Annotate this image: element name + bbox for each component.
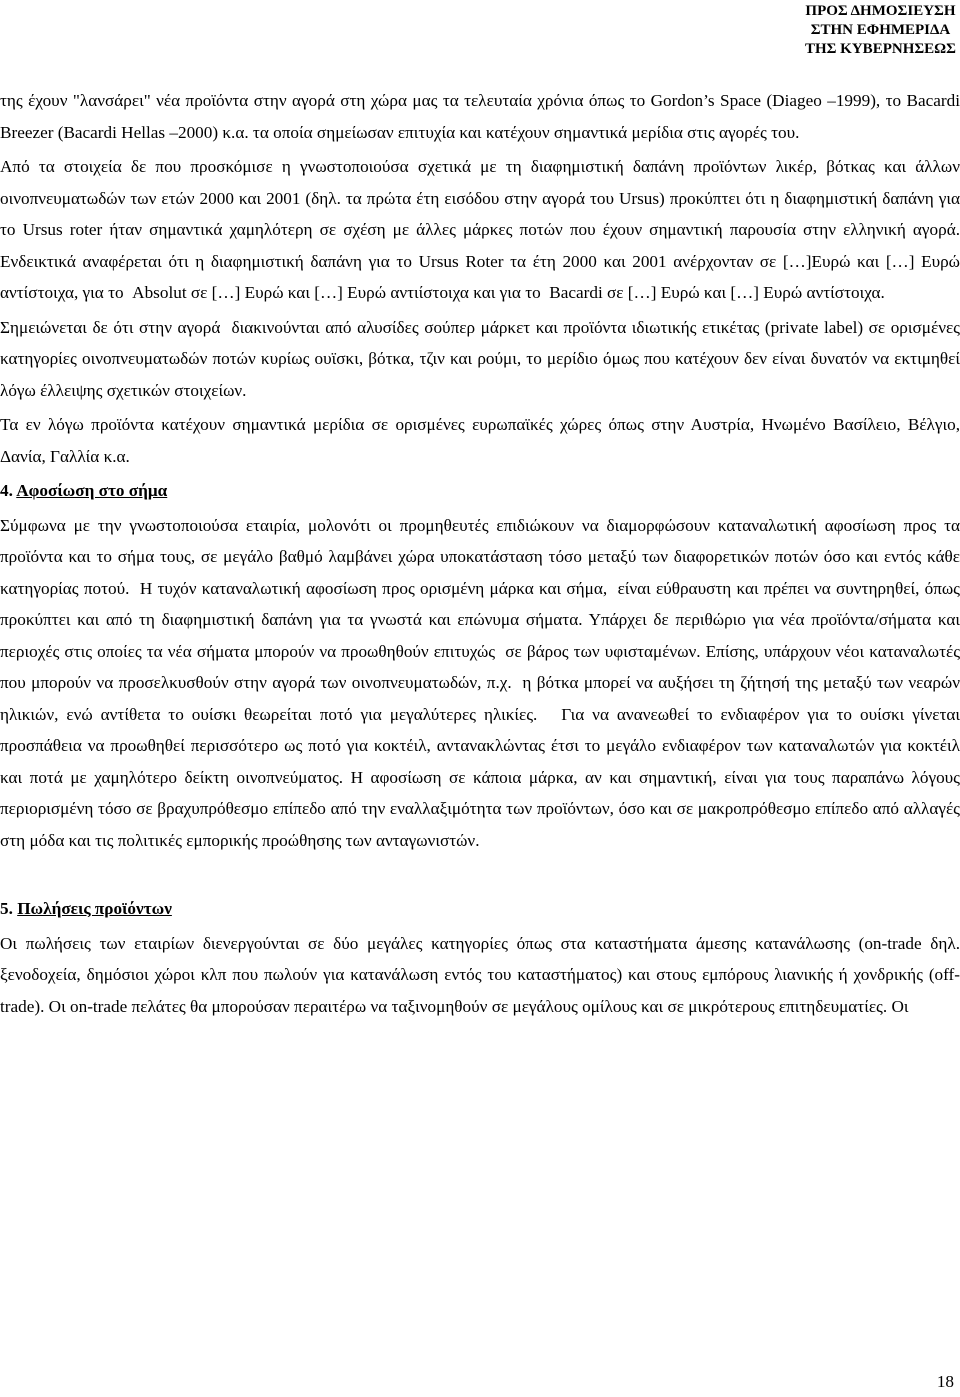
stamp-line-3: ΤΗΣ ΚΥΒΕΡΝΗΣΕΩΣ (804, 41, 956, 57)
section-number: 4. (0, 481, 13, 500)
stamp-line-1: ΠΡΟΣ ΔΗΜΟΣΙΕΥΣΗ (805, 3, 956, 19)
stamp-line-2: ΣΤΗΝ ΕΦΗΜΕΡΙΔΑ (810, 22, 951, 38)
section-title: Πωλήσεις προϊόντων (17, 899, 172, 918)
publication-stamp (805, 2, 956, 59)
paragraph-european-shares: Τα εν λόγω προϊόντα κατέχουν σημαντικά μερίδια σε ορισμένες ευρωπαϊκές χώρες όπως στην Αυστρία, Ηνωμένο Βασίλειο, Βέλγιο, Δανία, Γαλλία κ.α. (0, 415, 960, 466)
section-number: 5. (0, 899, 13, 918)
paragraph-brand-loyalty: Σύμφωνα με την γνωστοποιούσα εταιρία, μολονότι οι προμηθευτές επιδιώκουν να διαμορφώσουν καταναλωτική αφοσίωση προς τα προϊόντα και το σήμα τους, σε μεγάλο βαθμό λαμβάνει χώρα υποκατάσταση τόσο μεταξύ των διαφορετικών ποτών όσο και εντός κάθε κατηγορίας ποτού. Η τυχόν καταναλωτική αφοσίωση προς ορισμένη μάρκα και σήμα, είναι εύθραυστη και πρέπει να συντηρηθεί, όπως προκύπτει και από τη διαφημιστική δαπάνη για τα γνωστά και επώνυμα σήματα. Υπάρχει δε περιθώριο για νέα προϊόντα/σήματα και περιοχές στις οποίες τα νέα σήματα μπορούν να προωθηθούν επιτυχώς σε βάρος των υφισταμένων. Επίσης, υπάρχουν νέοι καταναλωτές που μπορούν να προσελκυσθούν στην αγορά των οινοπνευματωδών, π.χ. η βότκα μπορεί να αυξήσει τη ζήτησή της μεταξύ των νεαρών ηλικιών, ενώ αντίθετα το ουίσκι θεωρείται ποτό για μεγαλύτερες ηλικίες. Για να ανανεωθεί το ενδιαφέρον για το ουίσκι γίνεται προσπάθεια να προωθηθεί περισσότερο ως ποτό για κοκτέιλ, αντανακλώντας έτσι το μεγάλο ενδιαφέρον των καταναλωτών για κοκτέιλ και ποτά με χαμηλότερο δείκτη οινοπνεύματος. Η αφοσίωση σε κάποια μάρκα, αν και σημαντική, είναι για τους παραπάνω λόγους περιορισμένη τόσο σε βραχυπρόθεσμο επίπεδο από την εναλλαξιμότητα των προϊόντων, όσο και σε μακροπρόθεσμο επίπεδο από αλλαγές στη μόδα και τις πολιτικές εμπορικής προώθησης των ανταγωνιστών. (0, 515, 960, 850)
page-number: 18 (936, 1372, 954, 1391)
section-heading-product-sales (0, 893, 960, 925)
section-heading-brand-loyalty (0, 475, 960, 507)
paragraph-new-products: της έχουν "λανσάρει" νέα προϊόντα στην αγορά στη χώρα μας τα τελευταία χρόνια όπως το Gordon’s Space (Diageo –1999), το Bacardi Breezer (Bacardi Hellas –2000) κ.α. τα οποία σημείωσαν επιτυχία και κατέχουν σημαντικά μερίδια στις αγορές του. (0, 91, 960, 142)
paragraph-advertising-spend: Από τα στοιχεία δε που προσκόμισε η γνωστοποιούσα σχετικά με τη διαφημιστική δαπάνη προϊόντων λικέρ, βότκας και άλλων οινοπνευματωδών των ετών 2000 και 2001 (δηλ. τα πρώτα έτη εισόδου στην αγορά του Ursus) προκύπτει ότι η διαφημιστική δαπάνη για το Ursus roter ήταν σημαντικά χαμηλότερη σε σχέση με άλλες μάρκες ποτών που έχουν σημαντική παρουσία στην ελληνική αγορά. Ενδεικτικά αναφέρεται ότι η διαφημιστική δαπάνη για το Ursus Roter τα έτη 2000 και 2001 ανέρχονταν σε […]Ευρώ και […] Ευρώ αντίστοιχα, για το Absolut σε […] Ευρώ και […] Ευρώ αντιίστοιχα και για το Bacardi σε […] Ευρώ και […] Ευρώ αντίστοιχα. (0, 157, 960, 302)
section-spacer (0, 859, 960, 893)
paragraph-private-label: Σημειώνεται δε ότι στην αγορά διακινούνται από αλυσίδες σούπερ μάρκετ και προϊόντα ιδιωτικής ετικέτας (private label) σε ορισμένες κατηγορίες οινοπνευματωδών ποτών κυρίως ουϊσκι, βότκα, τζιν και ρούμι, το μερίδιο όμως που κατέχουν δεν είναι δυνατόν να εκτιμηθεί λόγω έλλειψης σχετικών στοιχείων. (0, 317, 960, 400)
paragraph-product-sales: Οι πωλήσεις των εταιρίων διενεργούνται σε δύο μεγάλες κατηγορίες όπως στα καταστήματα άμεσης κατανάλωσης (on-trade δηλ. ξενοδοχεία, δημόσιοι χώροι κλπ που πωλούν για κατανάλωση εντός του καταστήματος) και στους εμπόρους λιανικής ή χονδρικής (off-trade). Οι on-trade πελάτες θα μπορούσαν περαιτέρω να ταξινομηθούν σε μεγάλους ομίλους και σε μικρότερους επιτηδευματίες. Οι (0, 933, 960, 1016)
section-title: Αφοσίωση στο σήμα (16, 481, 168, 500)
document-body (0, 85, 960, 1025)
